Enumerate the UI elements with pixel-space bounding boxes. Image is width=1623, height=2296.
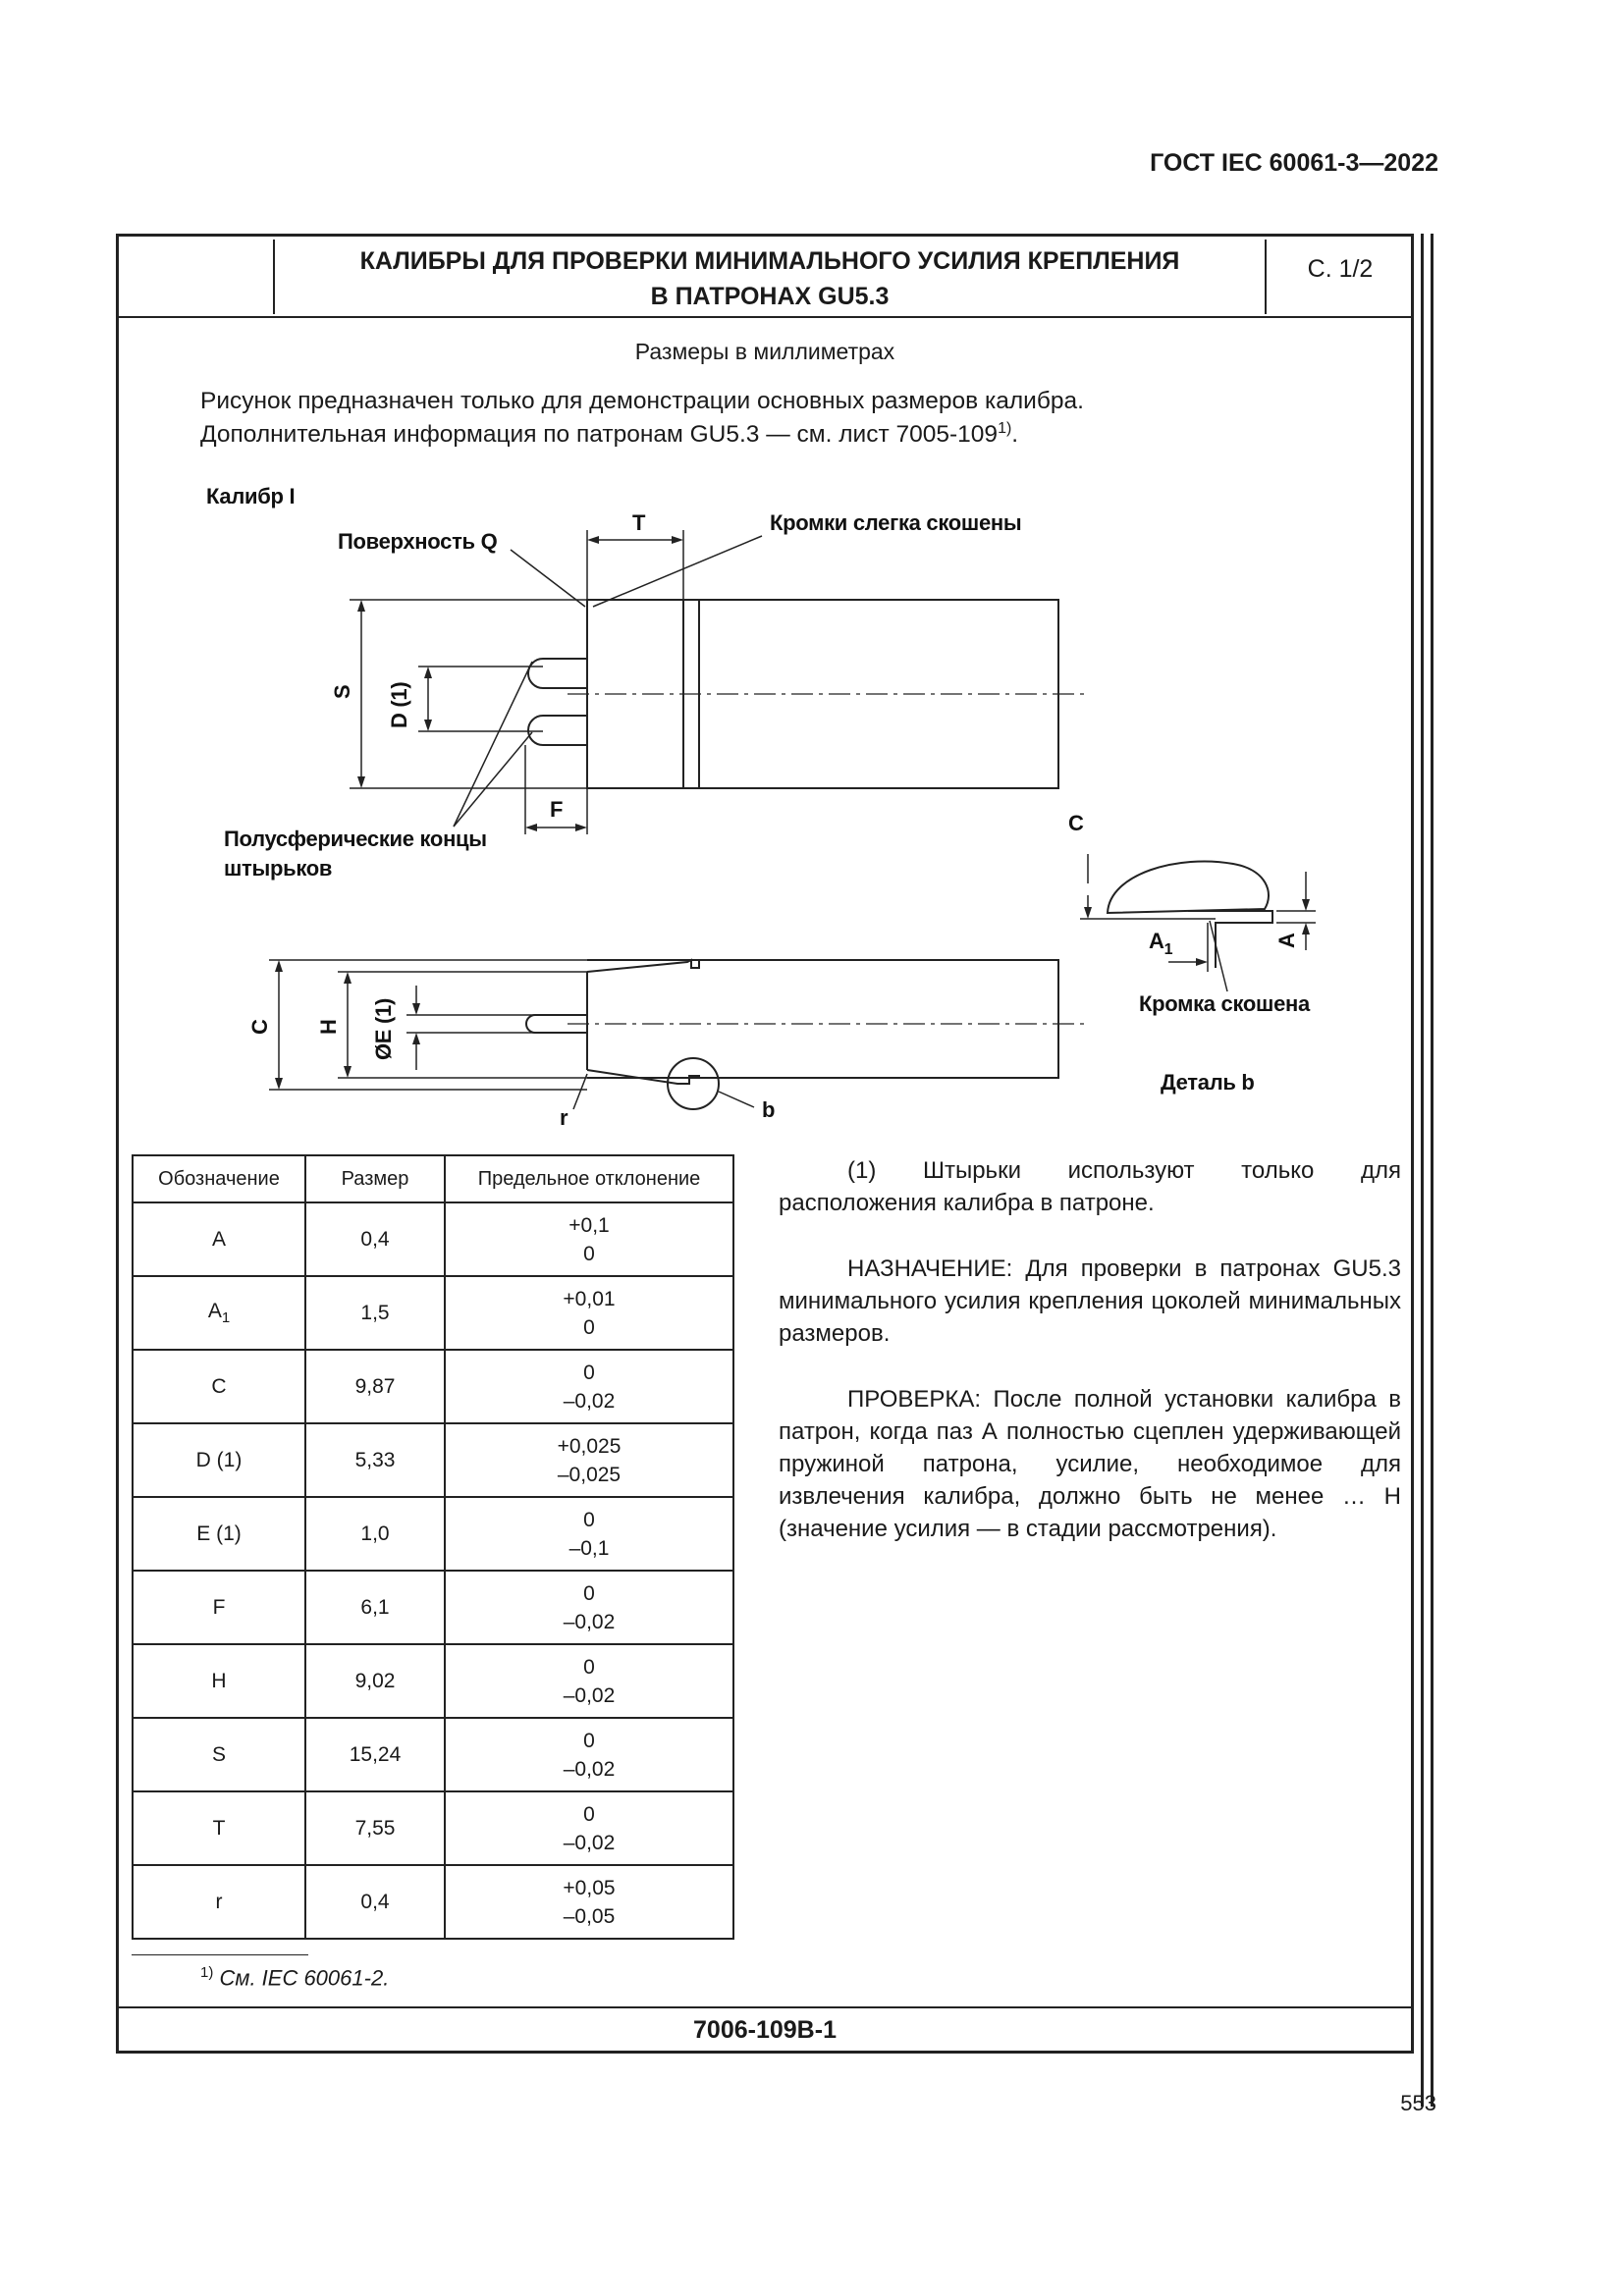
footnote-mark: 1) [200, 1964, 214, 1981]
designation-text: D (1) [195, 1448, 243, 1471]
tolerance-lower: –0,02 [563, 1610, 616, 1633]
label-dim-r: r [560, 1105, 568, 1130]
note-pins: (1) Штырьки используют только для расположения калибра в патроне. [779, 1157, 1401, 1216]
table-row [133, 1571, 733, 1644]
intro-line1: Рисунок предназначен только для демонстрации основных размеров калибра. [200, 388, 1084, 414]
tolerance-upper: 0 [583, 1361, 595, 1384]
designation-text: H [211, 1669, 227, 1692]
intro-line2-end: . [1011, 421, 1019, 449]
table-row [133, 1350, 733, 1423]
designation-text: A [211, 1227, 226, 1251]
footnote [200, 1964, 389, 1991]
tolerance-upper: +0,05 [563, 1876, 616, 1899]
tolerance-lower: 0 [583, 1315, 595, 1339]
tolerance-lower: –0,05 [563, 1904, 616, 1928]
label-detail-A: A [1274, 933, 1299, 948]
page-number: 553 [1400, 2091, 1436, 2115]
cell-size: 9,87 [305, 1350, 445, 1423]
detail-b-shape [1108, 861, 1269, 913]
table-row [133, 1718, 733, 1791]
tolerance-upper: +0,1 [568, 1213, 610, 1237]
cell-designation [133, 1791, 305, 1865]
footnote-text: См. IEC 60061-2. [219, 1965, 390, 1991]
designation-text: r [215, 1890, 223, 1913]
label-dim-H: H [316, 1019, 341, 1035]
cell-size: 6,1 [305, 1571, 445, 1644]
cell-size: 1,5 [305, 1276, 445, 1350]
tolerance-upper: +0,01 [563, 1287, 616, 1310]
label-hemispherical-1: Полусферические концы [224, 827, 487, 851]
label-detail-b: Деталь b [1161, 1070, 1255, 1095]
table-row [133, 1865, 733, 1939]
table-row [133, 1423, 733, 1497]
cell-size: 15,24 [305, 1718, 445, 1791]
dimensions-table [132, 1154, 734, 1940]
cell-designation [133, 1276, 305, 1350]
cell-tolerance [445, 1865, 733, 1939]
tolerance-upper: +0,025 [557, 1434, 622, 1458]
pin-lower [528, 716, 587, 745]
tolerance-lower: –0,02 [563, 1831, 616, 1854]
cell-size: 0,4 [305, 1865, 445, 1939]
table-header: Обозначение [133, 1155, 305, 1202]
pin-upper [528, 659, 587, 688]
cell-size: 9,02 [305, 1644, 445, 1718]
tolerance-lower: –0,02 [563, 1757, 616, 1781]
cell-tolerance [445, 1350, 733, 1423]
table-row [133, 1276, 733, 1350]
cell-size: 1,0 [305, 1497, 445, 1571]
label-dim-E: ØE (1) [371, 998, 396, 1060]
label-dim-T: T [632, 510, 646, 535]
tolerance-lower: –0,025 [557, 1463, 622, 1486]
cell-designation [133, 1350, 305, 1423]
notes-block [779, 1154, 1401, 1578]
label-edges-chamfered: Кромки слегка скошены [770, 510, 1022, 535]
label-dim-F: F [550, 797, 564, 822]
label-dim-S: S [330, 684, 354, 699]
table-row [133, 1644, 733, 1718]
cell-size: 0,4 [305, 1202, 445, 1276]
units-note: Размеры в миллиметрах [634, 339, 895, 364]
cell-designation [133, 1497, 305, 1571]
tolerance-lower: 0 [583, 1242, 595, 1265]
label-detail-C: C [1068, 811, 1084, 835]
designation-text: F [212, 1595, 226, 1619]
standard-code: ГОСТ IEC 60061-3—2022 [1150, 149, 1438, 177]
cell-designation [133, 1865, 305, 1939]
sheet-number: С. 1/2 [1307, 255, 1374, 283]
label-gauge: Калибр I [206, 484, 296, 508]
cell-tolerance [445, 1423, 733, 1497]
sheet-title-line2: В ПАТРОНАХ GU5.3 [650, 283, 890, 310]
cell-tolerance [445, 1571, 733, 1644]
table-header: Размер [305, 1155, 445, 1202]
label-dim-b: b [762, 1097, 776, 1122]
tolerance-lower: –0,02 [563, 1683, 616, 1707]
tolerance-upper: 0 [583, 1729, 595, 1752]
label-detail-A1: $A_1$ [1149, 929, 1173, 958]
sheet-title-line1: КАЛИБРЫ ДЛЯ ПРОВЕРКИ МИНИМАЛЬНОГО УСИЛИЯ КРЕПЛЕНИЯ [359, 247, 1180, 275]
cell-designation [133, 1423, 305, 1497]
table-header: Предельное отклонение [445, 1155, 733, 1202]
cell-tolerance [445, 1791, 733, 1865]
designation-text: A [207, 1299, 222, 1322]
tolerance-upper: 0 [583, 1508, 595, 1531]
footnote-rule [132, 1954, 308, 1955]
designation-text: E (1) [196, 1522, 242, 1545]
cell-designation [133, 1571, 305, 1644]
label-edge-chamfered: Кромка скошена [1139, 991, 1310, 1016]
tolerance-upper: 0 [583, 1581, 595, 1605]
designation-text: T [212, 1816, 226, 1840]
cell-tolerance [445, 1202, 733, 1276]
designation-text: C [211, 1374, 227, 1398]
cell-designation [133, 1718, 305, 1791]
gauge-body-side [587, 960, 1058, 1078]
designation-subscript: 1 [221, 1309, 231, 1327]
note-purpose: НАЗНАЧЕНИЕ: Для проверки в патронах GU5.3 минимального усилия крепления цоколей минимальных размеров. [779, 1255, 1401, 1347]
label-dim-D: D (1) [387, 681, 411, 728]
intro-footnote-mark: 1) [998, 420, 1012, 437]
note-check: ПРОВЕРКА: После полной установки калибра в патрон, когда паз А полностью сцеплен удерживающей пружиной патрона, усилие, необходимое для извлечения калибра, должно быть не менее … Н (значение усилия — в стадии рассмотрения). [779, 1386, 1401, 1542]
intro-line2-text: Дополнительная информация по патронам GU5.3 — см. лист 7005-109 [200, 421, 999, 449]
cell-tolerance [445, 1644, 733, 1718]
label-surface-q: Поверхность Q [338, 529, 498, 554]
cell-designation [133, 1644, 305, 1718]
table-row [133, 1497, 733, 1571]
label-hemispherical-2: штырьков [224, 856, 333, 881]
sheet-code: 7006-109B-1 [116, 2006, 1414, 2054]
cell-size: 5,33 [305, 1423, 445, 1497]
tolerance-upper: 0 [583, 1802, 595, 1826]
table-row [133, 1791, 733, 1865]
table-row [133, 1202, 733, 1276]
tolerance-upper: 0 [583, 1655, 595, 1679]
cell-tolerance [445, 1497, 733, 1571]
tolerance-lower: –0,1 [568, 1536, 610, 1560]
cell-tolerance [445, 1718, 733, 1791]
cell-tolerance [445, 1276, 733, 1350]
label-dim-C: C [247, 1019, 272, 1035]
cell-designation [133, 1202, 305, 1276]
tolerance-lower: –0,02 [563, 1389, 616, 1413]
designation-text: S [211, 1742, 226, 1766]
cell-size: 7,55 [305, 1791, 445, 1865]
